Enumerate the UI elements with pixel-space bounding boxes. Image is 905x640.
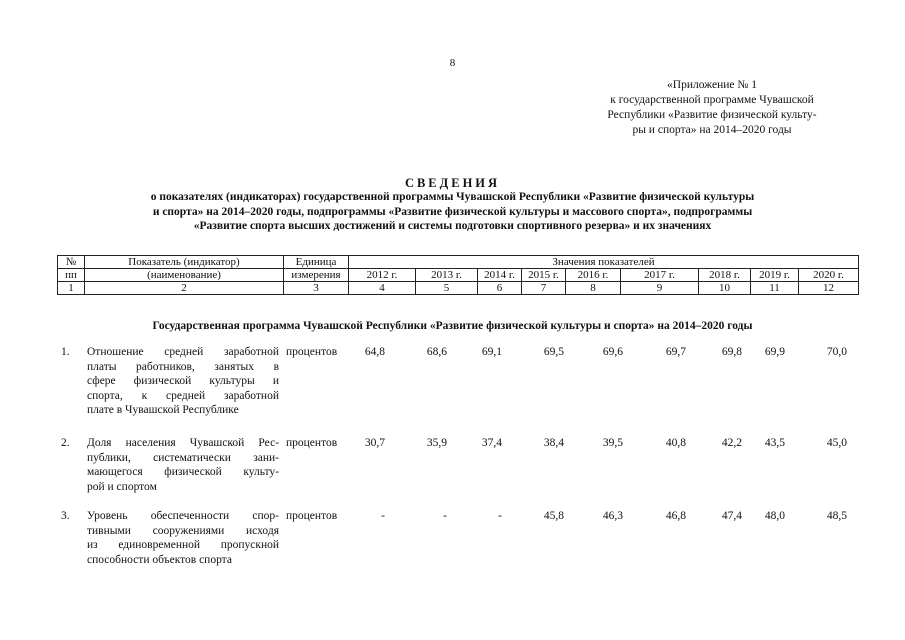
col-number: 4 [349,282,416,295]
value-cell: 43,5 [764,437,785,449]
header-unit-2: измерения [284,269,349,282]
document-subtitle [70,190,835,234]
unit-cell: процентов [286,346,338,358]
appendix-line: «Приложение № 1 [667,79,757,91]
value-cell: 38,4 [543,437,564,449]
row-number: 1. [61,346,70,358]
value-cell: 48,5 [826,510,847,522]
page-number: 8 [449,57,456,69]
header-no-2: пп [58,269,85,282]
indicator-line: спорта, к средней заработной [87,389,279,402]
col-number: 12 [799,282,859,295]
col-number: 9 [621,282,699,295]
indicator-line: Отношение средней заработной [87,346,279,358]
table-header [57,255,859,295]
header-unit: Единица [284,256,349,269]
header-year: 2017 г. [621,269,699,282]
col-number: 6 [478,282,522,295]
header-year: 2016 г. [566,269,621,282]
value-cell: 69,8 [721,346,742,358]
header-indicator-2: (наименование) [85,269,284,282]
value-cell: 45,8 [543,510,564,522]
value-cell: 40,8 [665,437,686,449]
indicator-line: рой и спортом [87,480,157,493]
appendix-line: к государственной программе Чувашской [610,94,814,106]
indicator-line: мающегося физической культу- [87,466,279,478]
value-cell: 69,7 [665,346,686,358]
value-cell: 68,6 [426,346,447,358]
value-cell: 64,8 [364,346,385,358]
indicator-line: Доля населения Чувашской Рес- [87,437,279,449]
indicator-line: платы работников, занятых в [87,360,279,373]
header-year: 2014 г. [478,269,522,282]
value-cell: 37,4 [481,437,502,449]
indicator-line: тивными сооружениями исходя [87,524,279,537]
col-number: 10 [699,282,751,295]
document-title: СВЕДЕНИЯ [404,176,501,190]
header-indicator: Показатель (индикатор) [85,256,284,269]
value-cell: 69,1 [481,346,502,358]
value-cell: 69,5 [543,346,564,358]
subtitle-line: о показателях (индикаторах) государственной программы Чувашской Республики «Развитие физической культуры [150,191,755,203]
subtitle-line: и спорта» на 2014–2020 годы, подпрограммы «Развитие физической культуры и массового спорта», подпрограммы [152,205,753,218]
header-year: 2020 г. [799,269,859,282]
value-cell: 39,5 [602,437,623,449]
appendix-line: Республики «Развитие физической культу- [607,109,817,121]
value-cell: - [443,510,447,522]
value-cell: 48,0 [764,510,785,522]
header-year: 2013 г. [416,269,478,282]
header-year: 2018 г. [699,269,751,282]
value-cell: 69,6 [602,346,623,358]
header-no: № [58,256,85,269]
unit-cell: процентов [286,437,338,449]
value-cell: 46,8 [665,510,686,522]
value-cell: - [498,510,502,522]
header-year: 2015 г. [522,269,566,282]
value-cell: - [381,510,385,522]
value-cell: 70,0 [826,346,847,358]
col-number: 1 [58,282,85,295]
row-number: 3. [61,510,70,522]
unit-cell: процентов [286,510,338,522]
value-cell: 42,2 [721,437,742,449]
indicator-name [87,345,279,418]
indicator-name [87,436,279,494]
appendix-note [578,78,846,138]
header-values-title: Значения показателей [349,256,859,269]
indicator-line: из единовременной пропускной [87,539,279,551]
col-number: 7 [522,282,566,295]
value-cell: 35,9 [426,437,447,449]
row-number: 2. [61,437,70,449]
value-cell: 46,3 [602,510,623,522]
appendix-line: ры и спорта» на 2014–2020 годы [632,124,792,136]
indicator-line: Уровень обеспеченности спор- [87,510,279,522]
header-year: 2019 г. [751,269,799,282]
value-cell: 45,0 [826,437,847,449]
header-year: 2012 г. [349,269,416,282]
indicator-line: плате в Чувашской Республике [87,404,239,416]
value-cell: 47,4 [721,510,742,522]
value-cell: 69,9 [764,346,785,358]
col-number: 2 [85,282,284,295]
subtitle-line: «Развитие спорта высших достижений и системы подготовки спортивного резерва» и их значениях [193,220,712,232]
indicator-name [87,509,279,567]
col-number: 5 [416,282,478,295]
section-title: Государственная программа Чувашской Республики «Развитие физической культуры и спорта» на 2014–2020 годы [152,320,753,332]
col-number: 11 [751,282,799,295]
value-cell: 30,7 [364,437,385,449]
indicator-line: сфере физической культуры и [87,375,279,387]
col-number: 3 [284,282,349,295]
col-number: 8 [566,282,621,295]
indicator-line: публики, систематически зани- [87,451,279,464]
indicator-line: способности объектов спорта [87,553,232,566]
